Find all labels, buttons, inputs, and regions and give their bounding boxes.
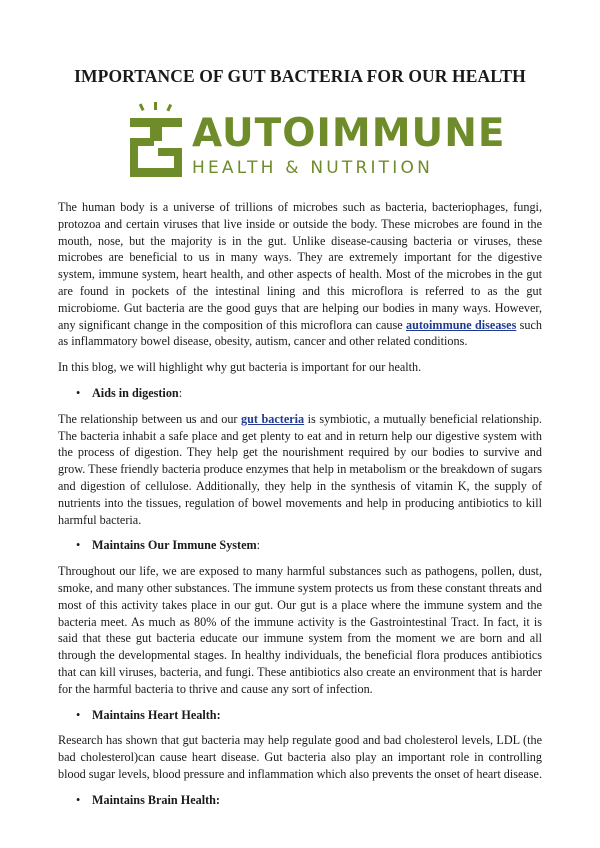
- article-body: [58, 199, 542, 818]
- page-title: IMPORTANCE OF GUT BACTERIA FOR OUR HEALTH: [74, 66, 526, 86]
- section-heading-digestion: • Aids in digestion:: [76, 385, 183, 400]
- bullet-icon: •: [76, 385, 81, 400]
- bullet-icon: •: [76, 707, 81, 722]
- section-heading-heart: • Maintains Heart Health:: [76, 707, 221, 722]
- blog-intro-line: In this blog, we will highlight why gut bacteria is important for our health.: [58, 360, 422, 375]
- intro-paragraph: The human body is a universe of trillions of microbes such as bacteria, bacteriophages, fungi, protozoa and certain viruses that live inside or outside the body. These microbes are found in the mouth, nose, but the majority is in the gut. Unlike disease-causing bacteria or viruses, these microbes are beneficial to us in many ways. They are extremely important for the digestive system, immune system, heart health, and other aspects of health. Most of the microbes in the gut are found in pockets of the intestinal lining and this microflora is referred to as the gut microbiome. Gut bacteria are the good guys that are helping our bodies in many ways. However, any significant change in the composition of this microflora can cause autoimmune diseases such as inflammatory bowel disease, obesity, autism, cancer and other related conditions.: [58, 200, 542, 349]
- logo-wordmark: AUTOIMMUNE: [192, 111, 506, 156]
- section-heading-brain: • Maintains Brain Health:: [76, 792, 220, 807]
- digestion-paragraph: The relationship between us and our gut bacteria is symbiotic, a mutually beneficial relationship. The bacteria inhabit a safe place and get plenty to eat and in return help our digestive system with the process of digestion. They help get the nourishment required by our bodies to survive and grow. These friendly bacteria produce enzymes that help in metabolism or the breakdown of sugars and digestion of cellulose. Additionally, they help in the synthesis of vitamin K, the supply of nutrients into the tissues, regulation of bowel movements and help in producing antibiotics to kill harmful bacteria.: [58, 411, 542, 527]
- bullet-icon: •: [76, 792, 81, 807]
- logo-tagline: HEALTH & NUTRITION: [192, 158, 433, 178]
- autoimmune-logo: [126, 100, 506, 186]
- autoimmune-diseases-link[interactable]: autoimmune diseases: [406, 317, 517, 332]
- bullet-icon: •: [76, 538, 81, 553]
- heart-paragraph: Research has shown that gut bacteria may help regulate good and bad cholesterol levels, LDL (the bad cholesterol)can cause heart disease. Gut bacteria also play an important role in controlling blood sugar levels, blood pressure and inflammation which also prevents the onset of heart disease.: [58, 733, 542, 781]
- gut-bacteria-link[interactable]: gut bacteria: [241, 411, 305, 426]
- immune-paragraph: Throughout our life, we are exposed to many harmful substances such as pathogens, pollen, dust, smoke, and many other substances. The immune system protects us from these constant threats and most of this activity takes place in our gut. Our gut is a place where the immune system and the bacteria meet. As much as 80% of the immune activity is the Gastrointestinal Tract. In fact, it is said that these gut bacteria educate our immune system from the moment we are born and all through the developmental stages. In healthy individuals, the beneficial flora produces antibiotics that can kill viruses, bacteria, and fungi. These antibiotics also create an environment that is harder for the harmful bacteria to thrive and cause any sort of infection.: [58, 564, 542, 696]
- logo-mark-icon: [126, 100, 186, 182]
- section-heading-immune: • Maintains Our Immune System:: [76, 538, 261, 553]
